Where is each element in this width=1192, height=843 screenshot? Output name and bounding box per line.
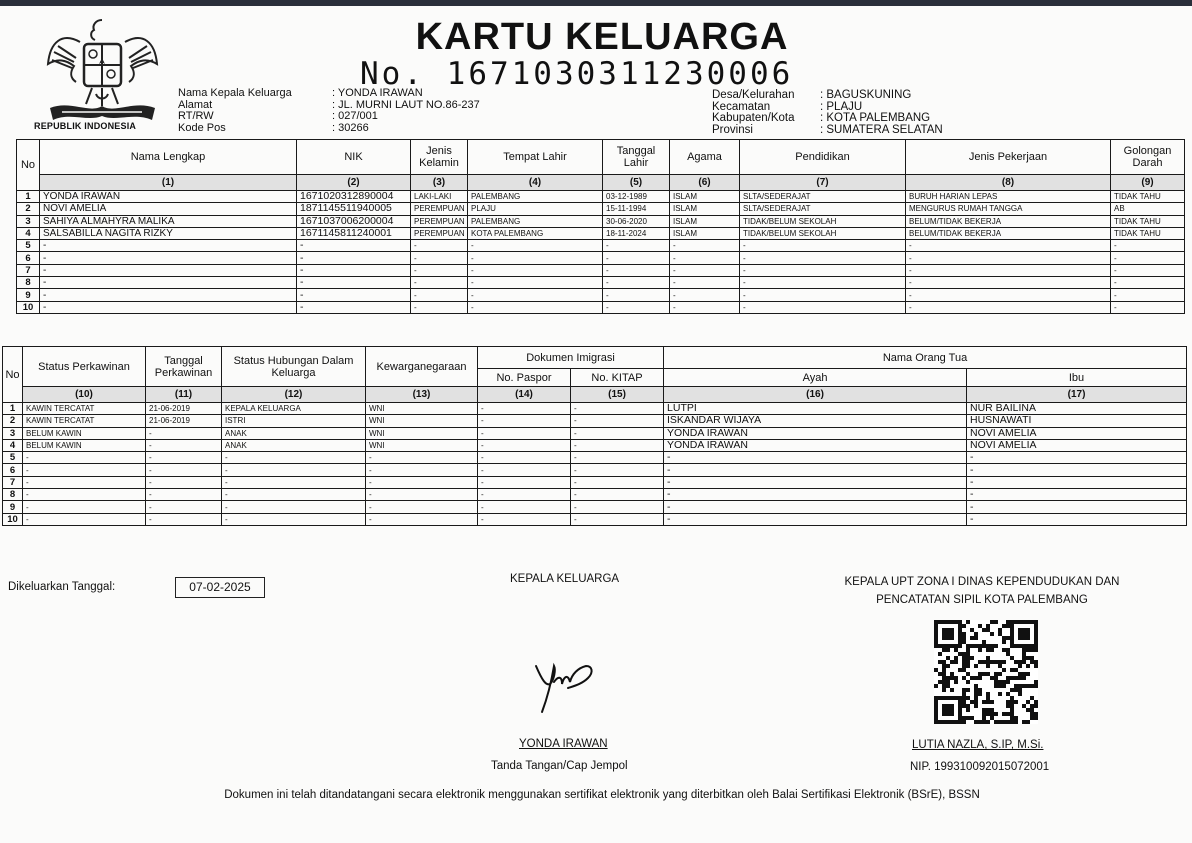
cell-no: 4 bbox=[17, 227, 40, 239]
cell-no: 8 bbox=[17, 277, 40, 289]
cell-pekerjaan: - bbox=[906, 264, 1111, 276]
cell-tempat: PALEMBANG bbox=[468, 191, 603, 203]
cell-jk: - bbox=[411, 277, 468, 289]
cell-tgl: - bbox=[146, 501, 222, 513]
cell-agama: - bbox=[670, 240, 740, 252]
col-dokumen-imigrasi: Dokumen Imigrasi bbox=[478, 347, 664, 369]
col-jenis-pekerjaan: Jenis Pekerjaan bbox=[906, 140, 1111, 175]
official-nip: NIP. 199310092015072001 bbox=[910, 761, 1050, 773]
qr-code-icon bbox=[934, 620, 1038, 724]
cell-no: 6 bbox=[17, 252, 40, 264]
cell-jk: PEREMPUAN bbox=[411, 215, 468, 227]
cell-agama: - bbox=[670, 252, 740, 264]
cell-darah: AB bbox=[1111, 203, 1185, 215]
cell-agama: - bbox=[670, 289, 740, 301]
cell-tgl: - bbox=[603, 252, 670, 264]
cell-wn: WNI bbox=[366, 439, 478, 451]
cell-tgl: - bbox=[603, 277, 670, 289]
cell-nama: - bbox=[40, 240, 297, 252]
cell-wn: - bbox=[366, 501, 478, 513]
cell-no: 1 bbox=[17, 191, 40, 203]
cell-tempat: KOTA PALEMBANG bbox=[468, 227, 603, 239]
cell-tgl: 03-12-1989 bbox=[603, 191, 670, 203]
table-row bbox=[17, 301, 1185, 313]
cell-nik: - bbox=[297, 277, 411, 289]
field-kabupaten: Kabupaten/Kota : KOTA PALEMBANG bbox=[712, 112, 931, 124]
cell-tgl: - bbox=[146, 427, 222, 439]
cell-agama: ISLAM bbox=[670, 203, 740, 215]
cell-nama: NOVI AMELIA bbox=[40, 203, 297, 215]
cell-wn: WNI bbox=[366, 403, 478, 415]
cell-pendidikan: SLTA/SEDERAJAT bbox=[740, 203, 906, 215]
cell-tempat: PLAJU bbox=[468, 203, 603, 215]
cell-darah: - bbox=[1111, 289, 1185, 301]
cell-agama: ISLAM bbox=[670, 215, 740, 227]
document-number: No. 1671030311230006 bbox=[360, 56, 794, 92]
cell-no: 3 bbox=[17, 215, 40, 227]
cell-tgl: - bbox=[146, 464, 222, 476]
cell-hubungan: - bbox=[222, 501, 366, 513]
table-row bbox=[3, 489, 1187, 501]
official-title: KEPALA UPT ZONA I DINAS KEPENDUDUKAN DAN PENCATATAN SIPIL KOTA PALEMBANG bbox=[844, 576, 1120, 606]
col-status-perkawinan: Status Perkawinan bbox=[23, 347, 146, 387]
table-row bbox=[3, 452, 1187, 464]
cell-kitap: - bbox=[571, 513, 664, 525]
cell-pendidikan: TIDAK/BELUM SEKOLAH bbox=[740, 215, 906, 227]
family-status-table bbox=[2, 346, 1187, 526]
cell-ibu: - bbox=[967, 489, 1187, 501]
cell-hubungan: - bbox=[222, 513, 366, 525]
cell-pekerjaan: - bbox=[906, 289, 1111, 301]
cell-nama: - bbox=[40, 301, 297, 313]
cell-wn: - bbox=[366, 464, 478, 476]
cell-agama: - bbox=[670, 277, 740, 289]
cell-ibu: - bbox=[967, 513, 1187, 525]
cell-tgl: - bbox=[603, 289, 670, 301]
table2-header-row bbox=[3, 347, 1187, 369]
cell-no: 10 bbox=[3, 513, 23, 525]
kepala-keluarga-label: KEPALA KELUARGA bbox=[510, 573, 620, 585]
cell-pendidikan: - bbox=[740, 301, 906, 313]
cell-paspor: - bbox=[478, 476, 571, 488]
cell-ayah: - bbox=[664, 464, 967, 476]
cell-hubungan: - bbox=[222, 452, 366, 464]
cell-nama: SAHIYA ALMAHYRA MALIKA bbox=[40, 215, 297, 227]
official-name: LUTIA NAZLA, S.IP, M.Si. bbox=[912, 739, 1044, 751]
emblem-caption: REPUBLIK INDONESIA bbox=[34, 121, 137, 131]
cell-nama: - bbox=[40, 277, 297, 289]
cell-ayah: - bbox=[664, 489, 967, 501]
cell-nik: - bbox=[297, 289, 411, 301]
cell-pendidikan: - bbox=[740, 277, 906, 289]
cell-jk: PEREMPUAN bbox=[411, 227, 468, 239]
cell-kitap: - bbox=[571, 439, 664, 451]
signer-name: YONDA IRAWAN bbox=[519, 738, 608, 750]
cell-pendidikan: - bbox=[740, 240, 906, 252]
cell-pendidikan: - bbox=[740, 289, 906, 301]
cell-paspor: - bbox=[478, 415, 571, 427]
col-ayah: Ayah bbox=[664, 369, 967, 387]
col2-no: No bbox=[3, 347, 23, 403]
table-row bbox=[17, 240, 1185, 252]
cell-status: - bbox=[23, 476, 146, 488]
cell-tempat: - bbox=[468, 252, 603, 264]
table-row bbox=[3, 415, 1187, 427]
col-ibu: Ibu bbox=[967, 369, 1187, 387]
field-kecamatan: Kecamatan : PLAJU bbox=[712, 100, 863, 113]
cell-pekerjaan: BELUM/TIDAK BEKERJA bbox=[906, 215, 1111, 227]
col-golongan-darah: Golongan Darah bbox=[1111, 140, 1185, 175]
table-row bbox=[3, 464, 1187, 476]
cell-ayah: - bbox=[664, 513, 967, 525]
cell-ibu: NOVI AMELIA bbox=[967, 427, 1187, 439]
cell-nik: 1671037006200004 bbox=[297, 215, 411, 227]
cell-ibu: NOVI AMELIA bbox=[967, 439, 1187, 451]
cell-darah: - bbox=[1111, 277, 1185, 289]
cell-nik: - bbox=[297, 301, 411, 313]
cell-no: 9 bbox=[17, 289, 40, 301]
cell-darah: - bbox=[1111, 301, 1185, 313]
cell-no: 4 bbox=[3, 439, 23, 451]
col-no: No bbox=[17, 140, 40, 191]
table-row bbox=[3, 513, 1187, 525]
cell-no: 8 bbox=[3, 489, 23, 501]
cell-hubungan: - bbox=[222, 476, 366, 488]
table-row bbox=[17, 264, 1185, 276]
col-tanggal-perkawinan: Tanggal Perkawinan bbox=[146, 347, 222, 387]
field-provinsi: Provinsi : SUMATERA SELATAN bbox=[712, 123, 943, 136]
cell-wn: WNI bbox=[366, 427, 478, 439]
cell-paspor: - bbox=[478, 513, 571, 525]
cell-ayah: YONDA IRAWAN bbox=[664, 439, 967, 451]
cell-tempat: PALEMBANG bbox=[468, 215, 603, 227]
cell-no: 10 bbox=[17, 301, 40, 313]
cell-jk: - bbox=[411, 240, 468, 252]
table-row bbox=[17, 277, 1185, 289]
cell-tgl: 21-06-2019 bbox=[146, 403, 222, 415]
table-row bbox=[3, 403, 1187, 415]
table1-header-row bbox=[17, 140, 1185, 175]
cell-pendidikan: - bbox=[740, 264, 906, 276]
cell-pendidikan: SLTA/SEDERAJAT bbox=[740, 191, 906, 203]
cell-jk: - bbox=[411, 301, 468, 313]
cell-ayah: LUTPI bbox=[664, 403, 967, 415]
cell-paspor: - bbox=[478, 427, 571, 439]
cell-ayah: - bbox=[664, 452, 967, 464]
cell-pendidikan: TIDAK/BELUM SEKOLAH bbox=[740, 227, 906, 239]
cell-no: 6 bbox=[3, 464, 23, 476]
cell-paspor: - bbox=[478, 489, 571, 501]
cell-jk: - bbox=[411, 289, 468, 301]
cell-tgl: 30-06-2020 bbox=[603, 215, 670, 227]
cell-tgl: - bbox=[146, 513, 222, 525]
cell-tgl: - bbox=[146, 439, 222, 451]
family-info-left bbox=[178, 88, 480, 134]
cell-ibu: NUR BAILINA bbox=[967, 403, 1187, 415]
cell-tempat: - bbox=[468, 289, 603, 301]
table-row bbox=[17, 227, 1185, 239]
cell-status: - bbox=[23, 513, 146, 525]
top-edge bbox=[0, 0, 1192, 6]
col-no-paspor: No. Paspor bbox=[478, 369, 571, 387]
cell-darah: - bbox=[1111, 264, 1185, 276]
cell-nik: - bbox=[297, 252, 411, 264]
cell-tgl: - bbox=[146, 476, 222, 488]
col-kewarganegaraan: Kewarganegaraan bbox=[366, 347, 478, 387]
table-row bbox=[17, 215, 1185, 227]
cell-tgl: - bbox=[603, 264, 670, 276]
cell-tempat: - bbox=[468, 277, 603, 289]
cell-wn: - bbox=[366, 452, 478, 464]
col-tanggal-lahir: Tanggal Lahir bbox=[603, 140, 670, 175]
table-row bbox=[3, 476, 1187, 488]
cell-tgl: - bbox=[146, 452, 222, 464]
cell-kitap: - bbox=[571, 403, 664, 415]
cell-no: 2 bbox=[17, 203, 40, 215]
electronic-signature-note: Dokumen ini telah ditandatangani secara elektronik menggunakan sertifikat elektronik yang diterbitkan oleh Balai Sertifikasi Elektronik (BSrE), BSSN bbox=[224, 789, 980, 801]
cell-paspor: - bbox=[478, 452, 571, 464]
cell-tempat: - bbox=[468, 264, 603, 276]
cell-no: 7 bbox=[17, 264, 40, 276]
cell-darah: - bbox=[1111, 252, 1185, 264]
cell-nama: - bbox=[40, 252, 297, 264]
cell-status: BELUM KAWIN bbox=[23, 439, 146, 451]
cell-no: 2 bbox=[3, 415, 23, 427]
cell-paspor: - bbox=[478, 403, 571, 415]
cell-tgl: 15-11-1994 bbox=[603, 203, 670, 215]
cell-pekerjaan: - bbox=[906, 301, 1111, 313]
cell-ayah: ISKANDAR WIJAYA bbox=[664, 415, 967, 427]
cell-kitap: - bbox=[571, 476, 664, 488]
issued-label: Dikeluarkan Tanggal: bbox=[8, 581, 116, 593]
col-jenis-kelamin: Jenis Kelamin bbox=[411, 140, 468, 175]
cell-nama: - bbox=[40, 289, 297, 301]
cell-no: 1 bbox=[3, 403, 23, 415]
cell-paspor: - bbox=[478, 501, 571, 513]
table-row bbox=[3, 427, 1187, 439]
cell-no: 7 bbox=[3, 476, 23, 488]
cell-darah: TIDAK TAHU bbox=[1111, 215, 1185, 227]
cell-jk: - bbox=[411, 252, 468, 264]
table2-index-row: (10) (11) (12) (13) (14) (15) (16) (17) bbox=[3, 387, 1187, 403]
col-pendidikan: Pendidikan bbox=[740, 140, 906, 175]
cell-jk: LAKI-LAKI bbox=[411, 191, 468, 203]
cell-pekerjaan: - bbox=[906, 252, 1111, 264]
field-desa: Desa/Kelurahan : BAGUSKUNING bbox=[712, 89, 912, 101]
cell-paspor: - bbox=[478, 464, 571, 476]
cell-agama: ISLAM bbox=[670, 227, 740, 239]
cell-tgl: - bbox=[146, 489, 222, 501]
signature-icon bbox=[528, 656, 598, 716]
cell-nik: - bbox=[297, 264, 411, 276]
cell-jk: - bbox=[411, 264, 468, 276]
cell-hubungan: ANAK bbox=[222, 427, 366, 439]
cell-nik: 1871145511940005 bbox=[297, 203, 411, 215]
cell-paspor: - bbox=[478, 439, 571, 451]
col-nama-lengkap: Nama Lengkap bbox=[40, 140, 297, 175]
cell-status: - bbox=[23, 452, 146, 464]
field-rt-rw: RT/RW : 027/001 bbox=[178, 110, 378, 122]
cell-nik: - bbox=[297, 240, 411, 252]
cell-ibu: HUSNAWATI bbox=[967, 415, 1187, 427]
cell-tgl: 21-06-2019 bbox=[146, 415, 222, 427]
cell-pekerjaan: - bbox=[906, 240, 1111, 252]
cell-hubungan: KEPALA KELUARGA bbox=[222, 403, 366, 415]
cell-wn: - bbox=[366, 489, 478, 501]
cell-status: KAWIN TERCATAT bbox=[23, 415, 146, 427]
col-status-hubungan: Status Hubungan Dalam Keluarga bbox=[222, 347, 366, 387]
col-tempat-lahir: Tempat Lahir bbox=[468, 140, 603, 175]
cell-wn: - bbox=[366, 476, 478, 488]
cell-pendidikan: - bbox=[740, 252, 906, 264]
field-kepala-keluarga: Nama Kepala Keluarga : YONDA IRAWAN bbox=[178, 87, 423, 99]
cell-nik: 1671145811240001 bbox=[297, 227, 411, 239]
cell-ibu: - bbox=[967, 501, 1187, 513]
cell-agama: - bbox=[670, 301, 740, 313]
table-row bbox=[17, 203, 1185, 215]
table-row bbox=[3, 501, 1187, 513]
cell-no: 3 bbox=[3, 427, 23, 439]
cell-ibu: - bbox=[967, 452, 1187, 464]
document-title: KARTU KELUARGA bbox=[415, 16, 789, 58]
cell-pekerjaan: BELUM/TIDAK BEKERJA bbox=[906, 227, 1111, 239]
cell-no: 5 bbox=[3, 452, 23, 464]
cell-hubungan: - bbox=[222, 464, 366, 476]
cell-ibu: - bbox=[967, 476, 1187, 488]
family-info-right bbox=[712, 90, 943, 136]
table-row bbox=[17, 191, 1185, 203]
col-agama: Agama bbox=[670, 140, 740, 175]
cell-nama: YONDA IRAWAN bbox=[40, 191, 297, 203]
col-nik: NIK bbox=[297, 140, 411, 175]
cell-kitap: - bbox=[571, 452, 664, 464]
cell-tempat: - bbox=[468, 240, 603, 252]
cell-status: - bbox=[23, 501, 146, 513]
cell-nama: SALSABILLA NAGITA RIZKY bbox=[40, 227, 297, 239]
cell-ayah: - bbox=[664, 476, 967, 488]
cell-status: BELUM KAWIN bbox=[23, 427, 146, 439]
table1-index-row: (1) (2) (3) (4) (5) (6) (7) (8) (9) bbox=[17, 175, 1185, 191]
table-row bbox=[3, 439, 1187, 451]
col-no-kitap: No. KITAP bbox=[571, 369, 664, 387]
cell-agama: ISLAM bbox=[670, 191, 740, 203]
cell-ayah: - bbox=[664, 501, 967, 513]
cell-kitap: - bbox=[571, 501, 664, 513]
cell-status: - bbox=[23, 489, 146, 501]
cell-jk: PEREMPUAN bbox=[411, 203, 468, 215]
cell-nik: 1671020312890004 bbox=[297, 191, 411, 203]
cell-no: 5 bbox=[17, 240, 40, 252]
cell-wn: WNI bbox=[366, 415, 478, 427]
cell-tgl: - bbox=[603, 240, 670, 252]
cell-pekerjaan: BURUH HARIAN LEPAS bbox=[906, 191, 1111, 203]
col-nama-orang-tua: Nama Orang Tua bbox=[664, 347, 1187, 369]
cell-darah: - bbox=[1111, 240, 1185, 252]
cell-kitap: - bbox=[571, 464, 664, 476]
cell-tempat: - bbox=[468, 301, 603, 313]
cell-tgl: 18-11-2024 bbox=[603, 227, 670, 239]
family-members-table bbox=[16, 139, 1185, 314]
table-row bbox=[17, 252, 1185, 264]
cell-nama: - bbox=[40, 264, 297, 276]
cell-pekerjaan: MENGURUS RUMAH TANGGA bbox=[906, 203, 1111, 215]
cell-status: - bbox=[23, 464, 146, 476]
cell-darah: TIDAK TAHU bbox=[1111, 227, 1185, 239]
cell-hubungan: ANAK bbox=[222, 439, 366, 451]
cell-wn: - bbox=[366, 513, 478, 525]
cell-status: KAWIN TERCATAT bbox=[23, 403, 146, 415]
cell-pekerjaan: - bbox=[906, 277, 1111, 289]
table-row bbox=[17, 289, 1185, 301]
cell-kitap: - bbox=[571, 427, 664, 439]
cell-hubungan: - bbox=[222, 489, 366, 501]
cell-darah: TIDAK TAHU bbox=[1111, 191, 1185, 203]
cell-ayah: YONDA IRAWAN bbox=[664, 427, 967, 439]
field-alamat: Alamat : JL. MURNI LAUT NO.86-237 bbox=[178, 98, 480, 111]
signer-caption: Tanda Tangan/Cap Jempol bbox=[491, 760, 628, 772]
cell-hubungan: ISTRI bbox=[222, 415, 366, 427]
cell-ibu: - bbox=[967, 464, 1187, 476]
issued-date: 07-02-2025 bbox=[175, 577, 265, 598]
cell-tgl: - bbox=[603, 301, 670, 313]
cell-kitap: - bbox=[571, 489, 664, 501]
cell-no: 9 bbox=[3, 501, 23, 513]
field-kode-pos: Kode Pos : 30266 bbox=[178, 121, 369, 134]
cell-kitap: - bbox=[571, 415, 664, 427]
cell-agama: - bbox=[670, 264, 740, 276]
